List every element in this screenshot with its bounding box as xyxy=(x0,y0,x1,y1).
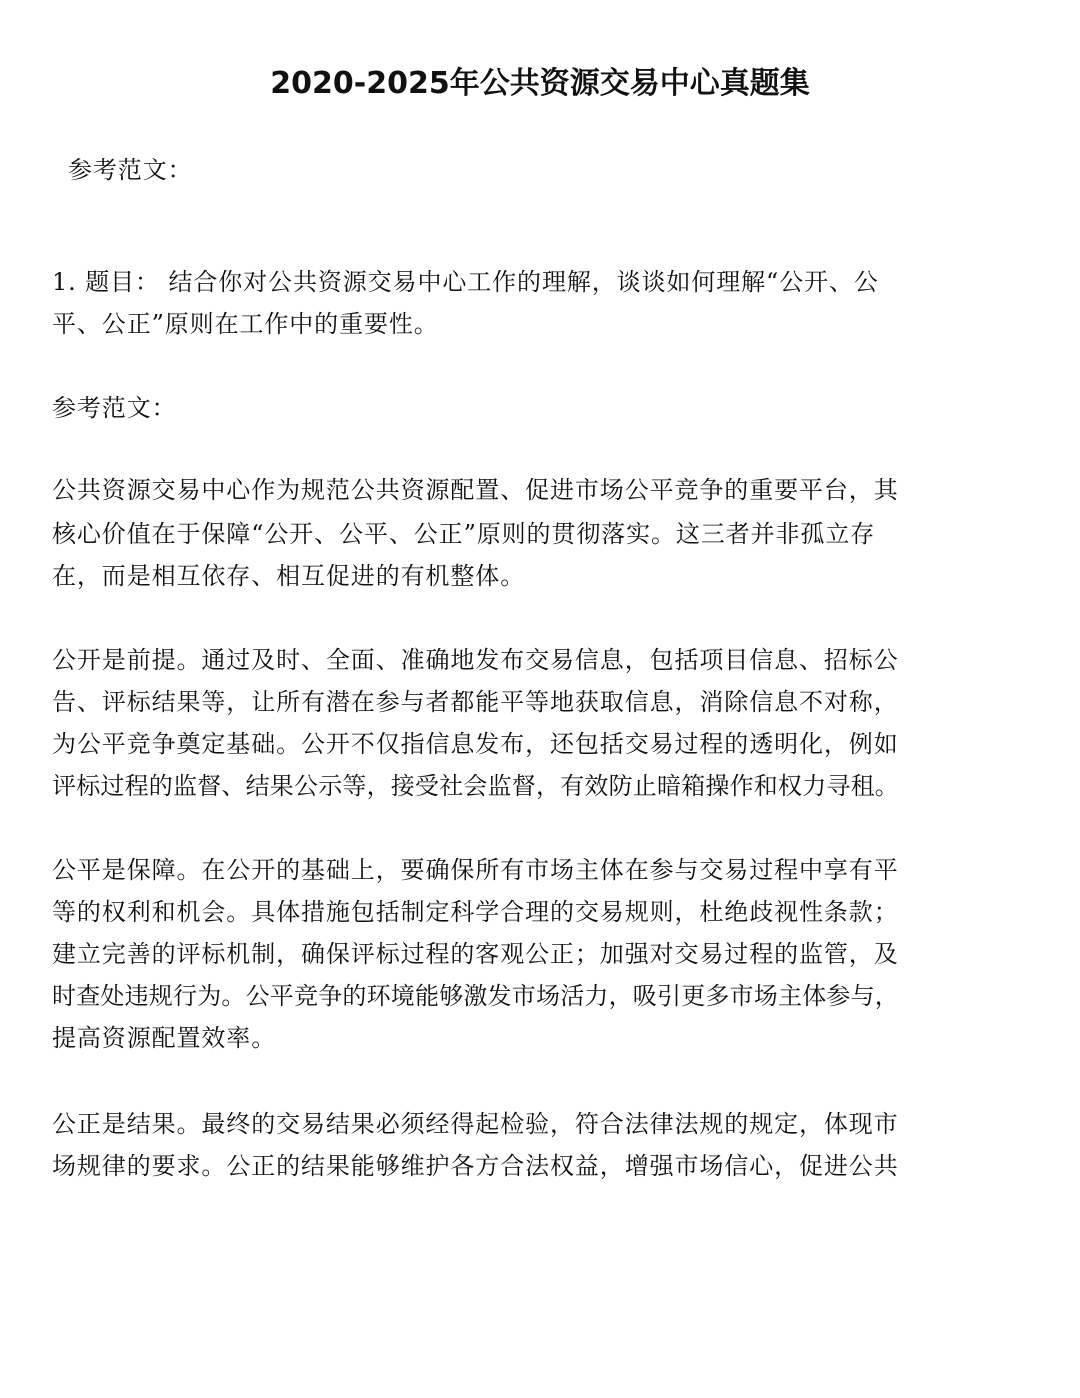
paragraph-line: 公共资源交易中心作为规范公共资源配置、促进市场公平竞争的重要平台，其 xyxy=(52,476,899,504)
paragraph-line: 评标过程的监督、结果公示等，接受社会监督，有效防止暗箱操作和权力寻租。 xyxy=(52,772,899,800)
paragraph-line: 等的权利和机会。具体措施包括制定科学合理的交易规则，杜绝歧视性条款； xyxy=(52,898,899,926)
question-line: 1. 题目： 结合你对公共资源交易中心工作的理解，谈谈如何理解“公开、公 xyxy=(52,268,879,296)
paragraph-line: 提高资源配置效率。 xyxy=(52,1024,277,1052)
document-title: 2020-2025年公共资源交易中心真题集 xyxy=(270,66,810,101)
intro-reference-label: 参考范文： xyxy=(68,156,193,184)
paragraph-line: 公平是保障。在公开的基础上，要确保所有市场主体在参与交易过程中享有平 xyxy=(52,856,899,884)
paragraph-line: 场规律的要求。公正的结果能够维护各方合法权益，增强市场信心，促进公共 xyxy=(52,1152,899,1180)
paragraph-line: 核心价值在于保障“公开、公平、公正”原则的贯彻落实。这三者并非孤立存 xyxy=(52,520,876,548)
answer-reference-label: 参考范文： xyxy=(52,394,177,422)
question-line: 平、公正”原则在工作中的重要性。 xyxy=(52,310,439,338)
paragraph-line: 公正是结果。最终的交易结果必须经得起检验，符合法律法规的规定，体现市 xyxy=(52,1110,899,1138)
paragraph-line: 时查处违规行为。公平竞争的环境能够激发市场活力，吸引更多市场主体参与， xyxy=(52,982,899,1010)
paragraph-line: 建立完善的评标机制，确保评标过程的客观公正；加强对交易过程的监管，及 xyxy=(52,940,899,968)
paragraph-line: 为公平竞争奠定基础。公开不仅指信息发布，还包括交易过程的透明化，例如 xyxy=(52,730,899,758)
paragraph-line: 告、评标结果等，让所有潜在参与者都能平等地获取信息，消除信息不对称， xyxy=(52,688,899,716)
paragraph-line: 在，而是相互依存、相互促进的有机整体。 xyxy=(52,562,526,590)
paragraph-line: 公开是前提。通过及时、全面、准确地发布交易信息，包括项目信息、招标公 xyxy=(52,646,899,674)
